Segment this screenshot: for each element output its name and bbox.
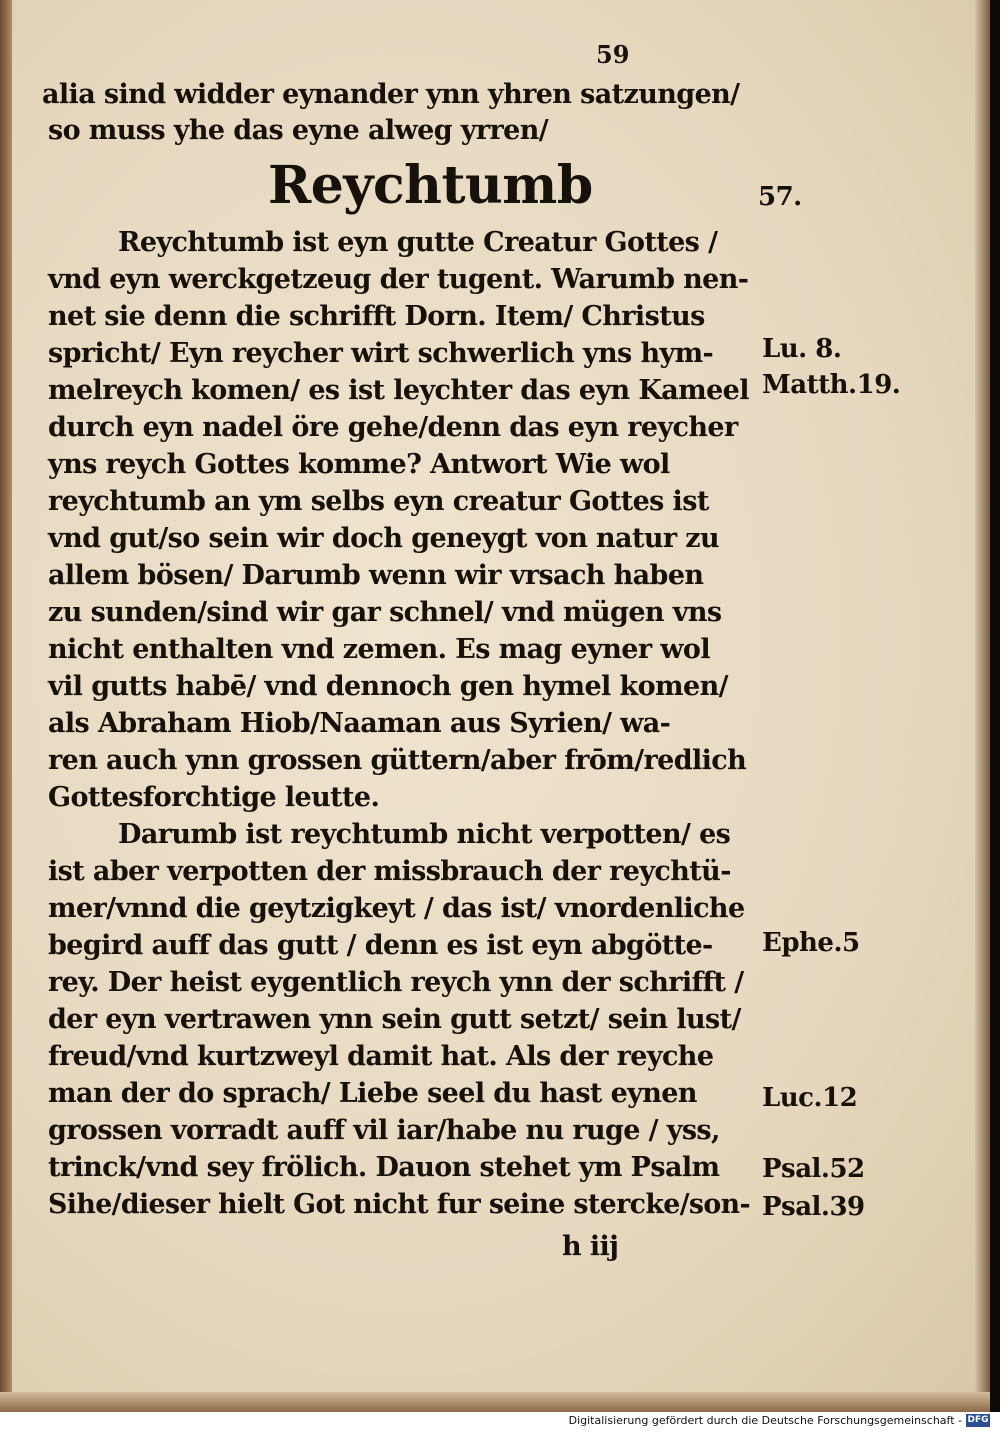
text-line-19: Darumb ist reychtumb nicht verpotten/ es <box>118 819 731 850</box>
page-edge-left <box>0 0 12 1412</box>
text-line-25: freud/vnd kurtzweyl damit hat. Als der reyche <box>48 1041 714 1072</box>
text-line-22: begird auff das gutt / denn es ist eyn abgötte- <box>48 930 713 961</box>
text-line-13: zu sunden/sind wir gar schnel/ vnd mügen vns <box>48 597 722 628</box>
text-line-18: Gottesforchtige leutte. <box>48 782 380 813</box>
text-line-14: nicht enthalten vnd zemen. Es mag eyner wol <box>48 634 710 665</box>
text-line-10: reychtumb an ym selbs eyn creatur Gottes ist <box>48 486 709 517</box>
page-edge-bottom <box>0 1392 990 1412</box>
margin-note-psal-39: Psal.39 <box>762 1192 865 1222</box>
text-line-1: alia sind widder eynander ynn yhren satzungen/ <box>42 79 740 110</box>
text-line-2: so muss yhe das eyne alweg yrren/ <box>48 115 549 146</box>
margin-note-matth: Matth.19. <box>762 370 901 400</box>
dfg-logo: DFG <box>967 1415 989 1425</box>
signature-mark: h iij <box>562 1231 619 1262</box>
text-line-5: net sie denn die schrifft Dorn. Item/ Christus <box>48 301 705 332</box>
text-line-16: als Abraham Hiob/Naaman aus Syrien/ wa- <box>48 708 671 739</box>
text-line-12: allem bösen/ Darumb wenn wir vrsach haben <box>48 560 704 591</box>
leaf-number: 57. <box>758 182 802 212</box>
margin-note-lu: Lu. 8. <box>762 334 842 364</box>
text-line-27: grossen vorradt auff vil iar/habe nu ruge / yss, <box>48 1115 720 1146</box>
text-line-29: Sihe/dieser hielt Got nicht fur seine stercke/son- <box>48 1189 751 1220</box>
text-line-7: melreych komen/ es ist leychter das eyn Kameel <box>48 375 749 406</box>
footer-credit: Digitalisierung gefördert durch die Deutsche Forschungsgemeinschaft - <box>568 1414 962 1427</box>
text-line-11: vnd gut/so sein wir doch geneygt von natur zu <box>48 523 720 554</box>
text-line-17: ren auch ynn grossen güttern/aber frōm/redlich <box>48 745 747 776</box>
text-line-8: durch eyn nadel öre gehe/denn das eyn reycher <box>48 412 738 443</box>
text-line-4: vnd eyn werckgetzeug der tugent. Warumb nen- <box>48 264 749 295</box>
text-line-28: trinck/vnd sey frölich. Dauon stehet ym Psalm <box>48 1152 720 1183</box>
text-line-21: mer/vnnd die geytzigkeyt / das ist/ vnordenliche <box>48 893 745 924</box>
page-edge-right <box>975 0 990 1412</box>
margin-note-psal-52: Psal.52 <box>762 1154 865 1184</box>
margin-note-luc: Luc.12 <box>762 1083 858 1113</box>
section-heading: Reychtumb <box>268 155 593 216</box>
text-line-26: man der do sprach/ Liebe seel du hast eynen <box>48 1078 697 1109</box>
text-line-3: Reychtumb ist eyn gutte Creatur Gottes / <box>118 227 718 258</box>
text-line-15: vil gutts habē/ vnd dennoch gen hymel komen/ <box>48 671 728 702</box>
margin-note-ephe: Ephe.5 <box>762 928 860 958</box>
text-line-20: ist aber verpotten der missbrauch der reychtü- <box>48 856 731 887</box>
text-line-24: der eyn vertrawen ynn sein gutt setzt/ sein lust/ <box>48 1004 741 1035</box>
text-line-6: spricht/ Eyn reycher wirt schwerlich yns hym- <box>48 338 714 369</box>
page-number: 59 <box>596 40 630 69</box>
text-line-23: rey. Der heist eygentlich reych ynn der schrifft / <box>48 967 744 998</box>
text-line-9: yns reych Gottes komme? Antwort Wie wol <box>48 449 670 480</box>
